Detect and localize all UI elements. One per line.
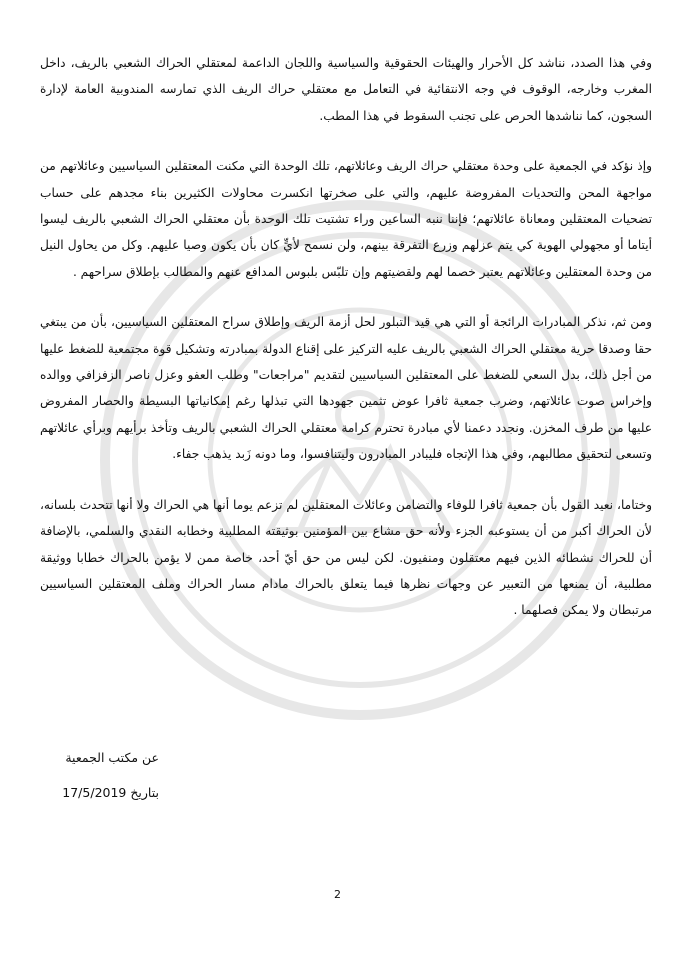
signature-line: عن مكتب الجمعية [65,750,159,765]
signature-block [62,740,159,810]
letter-body [40,50,652,648]
date-line: بتاريخ 17/5/2019 [62,785,159,800]
paragraph: وختاما، نعيد القول بأن جمعية ثافرا للوفاء والتضامن وعائلات المعتقلين لم تزعم يوما أنها هي الحراك ولا أنها تتحدث بلسانه، لأن الحراك أكبر من أن يستوعبه الجزء ولأنه حق مشاع بين المؤمنين بوثيقته المطلبية وخطابه النقدي والسلمي، بالإضافة أن للحراك نشطائه الذين فيهم معتقلون ومنفيون. لكن ليس من حق أيّ أحد، خاصة ممن لا يؤمن بالحراك خطابا ووثيقة مطلبية، أن يمنعها من التعبير عن وجهات نظرها فيما يتعلق بالحراك مادام مسار الحراك وملف المعتقلين السياسيين مرتبطان ولا يمكن فصلهما . [40,497,652,618]
page-number: 2 [334,888,341,901]
paragraph: وإذ نؤكد في الجمعية على وحدة معتقلي حراك الريف وعائلاتهم، تلك الوحدة التي مكنت المعتقلين السياسيين وعائلاتهم من مواجهة المحن والتحديات المفروضة عليهم، والتي على صخرتها انكسرت محاولات الكثيرين بناء مجدهم على حساب تضحيات المعتقلين ومعاناة عائلاتهم؛ فإننا ننبه الساعين وراء تشتيت تلك الوحدة بأن معتقلي الحراك الشعبي بالريف ليسوا أيتاما أو مجهولي الهوية كي يتم عزلهم وزرع التفرقة بينهم، ولن نسمح لأيٍّ كان بأن يكون وصيا عليهم. وكل من يحاول النيل من وحدة المعتقلين وعائلاتهم يعتبر خصما لهم ولقضيتهم وإن تلبّس بلبوس المدافع عنهم والمطالب بإطلاق سراحهم . [40,159,652,279]
paragraph: وفي هذا الصدد، نناشد كل الأحرار والهيئات الحقوقية والسياسية واللجان الداعمة لمعتقلي الحراك الشعبي بالريف، داخل المغرب وخارجه، الوقوف في وجه الانتقائية في التعامل مع معتقلي حراك الريف الذي تمارسه المندوبية العامة لإدارة السجون، كما نناشدها الحرص على تجنب السقوط في هذا المطب. [40,56,652,123]
paragraph: ومن ثم، نذكر المبادرات الرائجة أو التي هي قيد التبلور لحل أزمة الريف وإطلاق سراح المعتقلين السياسيين، بأن من يبتغي حقا وصدقا حرية معتقلي الحراك الشعبي بالريف عليه التركيز على إقناع الدولة بمبادرته وتشكيل قوة مجتمعية للضغط عليها من أجل ذلك، بدل السعي للضغط على المعتقلين السياسيين لتقديم "مراجعات" وطلب العفو وعزل ناصر الزفزافي ووالده وإخراس صوت عائلاتهم، وضرب جمعية ثافرا عوض تثمين جهودها التي تبذلها رغم إمكانياتها البسيطة والحصار المفروض عليها من طرف المخزن. ونجدد دعمنا لأي مبادرة تحترم كرامة معتقلي الحراك الشعبي بالريف وتأخذ برأيهم وبرأي عائلاتهم وتسعى لتحقيق مطالبهم، وفي هذا الإتجاه فليبادر المبادرون وليتنافسوا، وما دونه زَبد يذهب جفاء. [40,315,652,462]
